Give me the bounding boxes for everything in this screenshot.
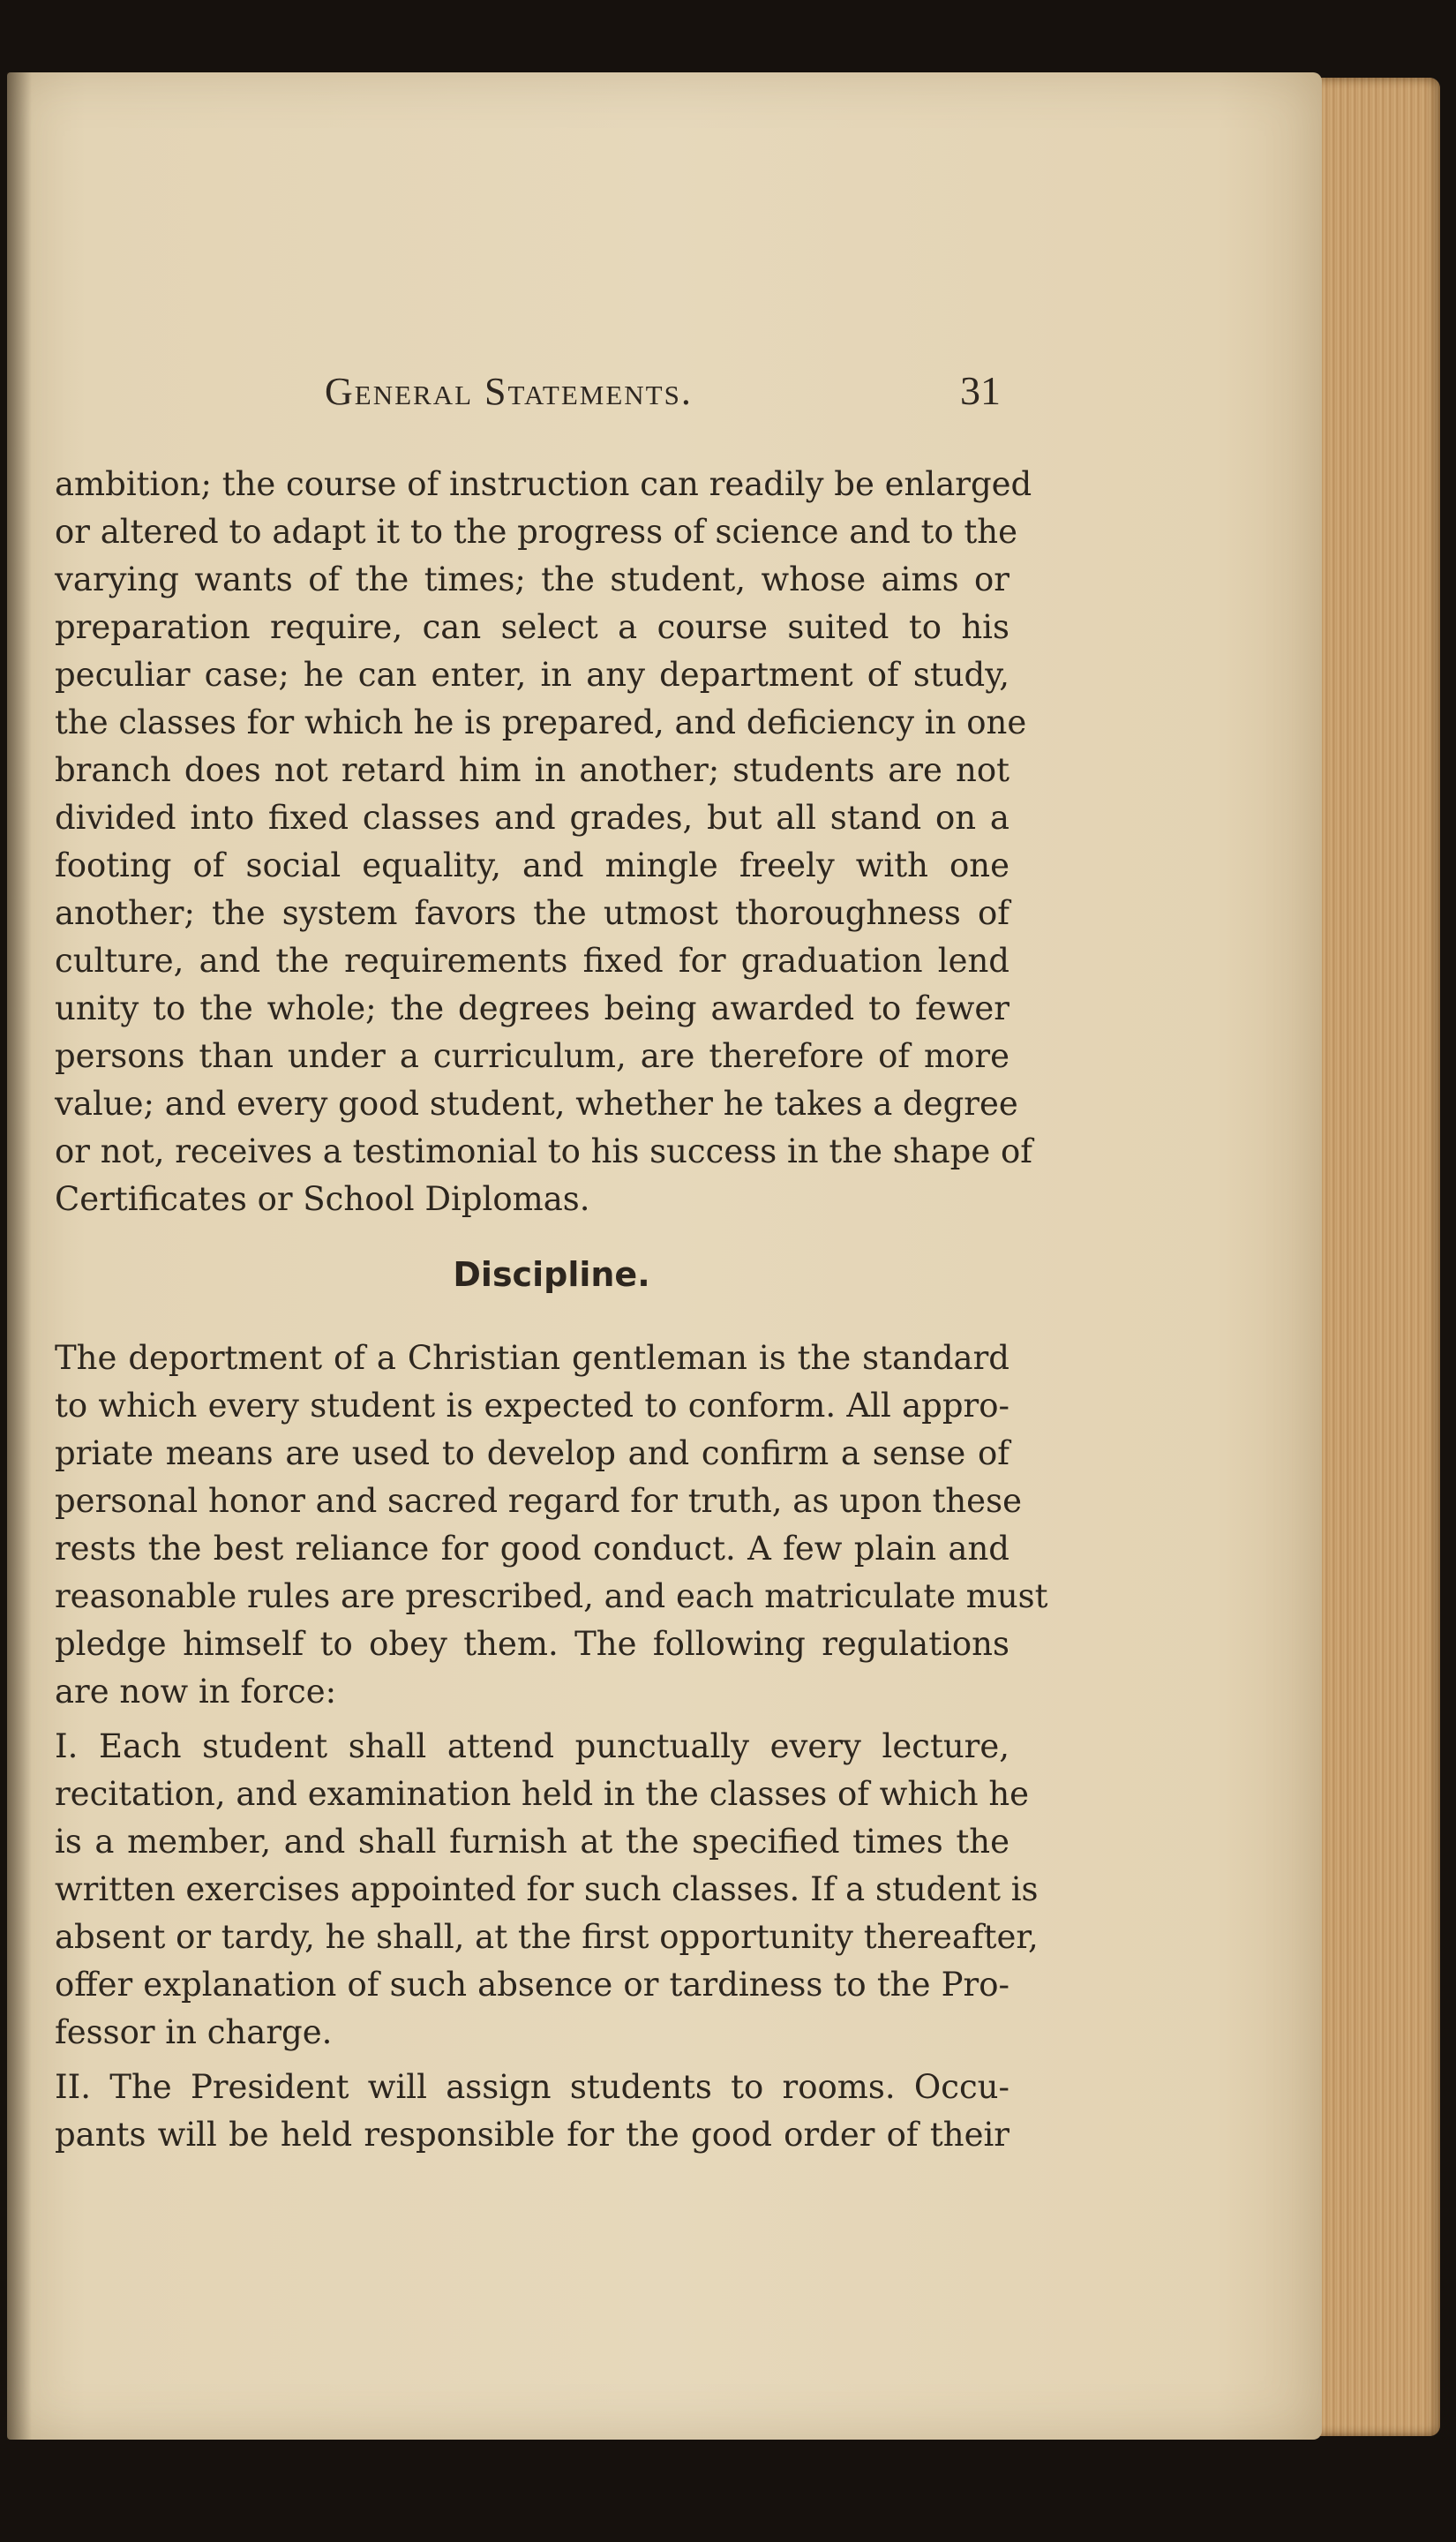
text-line: priate means are used to develop and confirm a sense of [55,1434,1009,1472]
text-line: peculiar case; he can enter, in any department of study, [55,656,1009,694]
text-line: rests the best reliance for good conduct. A few plain and [55,1530,1009,1568]
text-line: reasonable rules are prescribed, and each matriculate must [55,1577,1048,1615]
text-line: II. The President will assign students to rooms. Occu- [55,2068,1009,2106]
text-line: or not, receives a testimonial to his success in the shape of [55,1132,1032,1170]
text-line: fessor in charge. [55,2013,333,2051]
text-line: are now in force: [55,1673,337,1711]
text-line: absent or tardy, he shall, at the first opportunity thereafter, [55,1918,1039,1956]
text-line: footing of social equality, and mingle freely with one [55,846,1009,884]
text-line: pledge himself to obey them. The following regulations [55,1625,1009,1663]
text-line: persons than under a curriculum, are therefore of more [55,1037,1009,1075]
text-line: Certificates or School Diplomas. [55,1180,590,1218]
text-line: another; the system favors the utmost thoroughness of [55,894,1009,932]
text-line: ambition; the course of instruction can readily be enlarged [55,465,1032,503]
text-line: preparation require, can select a course suited to his [55,608,1009,646]
text-line: value; and every good student, whether he takes a degree [55,1085,1018,1123]
text-line: personal honor and sacred regard for truth, as upon these [55,1482,1022,1520]
text-line: the classes for which he is prepared, and deficiency in one [55,703,1027,741]
text-line: to which every student is expected to conform. All appro- [55,1387,1009,1425]
running-head: General Statements. [325,370,693,413]
page-number: 31 [960,368,1001,413]
text-line: is a member, and shall furnish at the specified times the [55,1823,1009,1861]
text-line: culture, and the requirements fixed for graduation lend [55,942,1009,980]
text-line: divided into fixed classes and grades, but all stand on a [55,799,1009,837]
text-line: The deportment of a Christian gentleman is the standard [55,1339,1009,1377]
text-line: varying wants of the times; the student, whose aims or [55,560,1009,598]
page-edges [1308,78,1440,2436]
text-line: I. Each student shall attend punctually every lecture, [55,1727,1009,1765]
text-line: offer explanation of such absence or tardiness to the Pro- [55,1966,1009,2004]
text-line: branch does not retard him in another; students are not [55,751,1009,789]
section-heading: Discipline. [453,1255,650,1294]
text-line: written exercises appointed for such classes. If a student is [55,1870,1039,1908]
text-line: pants will be held responsible for the good order of their [55,2116,1009,2154]
text-line: unity to the whole; the degrees being awarded to fewer [55,989,1009,1027]
text-line: recitation, and examination held in the classes of which he [55,1775,1030,1813]
text-line: or altered to adapt it to the progress of science and to the [55,513,1018,551]
